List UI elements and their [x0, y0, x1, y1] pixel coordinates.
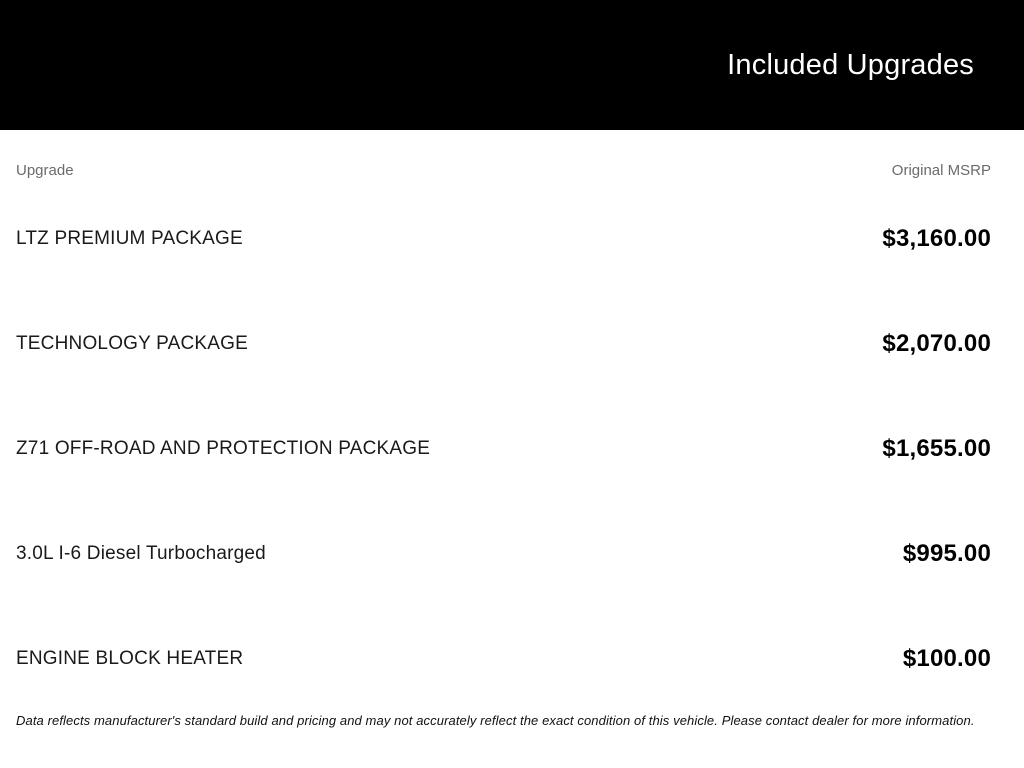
upgrade-price: $1,655.00 — [882, 434, 991, 462]
upgrade-name: LTZ PREMIUM PACKAGE — [16, 227, 243, 249]
table-row — [16, 606, 991, 711]
page-title: Included Upgrades — [727, 48, 974, 81]
upgrade-price: $100.00 — [902, 644, 991, 672]
table-row — [16, 291, 991, 396]
column-header-msrp: Original MSRP — [891, 162, 991, 179]
upgrade-price: $2,070.00 — [882, 329, 991, 357]
column-header-row — [16, 162, 991, 179]
upgrade-list — [16, 186, 991, 711]
upgrade-name: ENGINE BLOCK HEATER — [16, 647, 244, 669]
disclaimer-text: Data reflects manufacturer's standard build and pricing and may not accurately reflect the exact condition of this vehicle. Please contact dealer for more information. — [16, 713, 975, 728]
upgrade-price: $3,160.00 — [882, 224, 991, 252]
upgrade-name: 3.0L I-6 Diesel Turbocharged — [16, 542, 266, 564]
upgrade-name: TECHNOLOGY PACKAGE — [16, 332, 249, 354]
column-header-upgrade: Upgrade — [16, 162, 74, 179]
upgrade-price: $995.00 — [902, 539, 991, 567]
table-row — [16, 396, 991, 501]
table-row — [16, 501, 991, 606]
banner — [0, 0, 1024, 130]
upgrades-panel — [0, 130, 1024, 768]
table-row — [16, 186, 991, 291]
upgrade-name: Z71 OFF-ROAD AND PROTECTION PACKAGE — [16, 437, 431, 459]
